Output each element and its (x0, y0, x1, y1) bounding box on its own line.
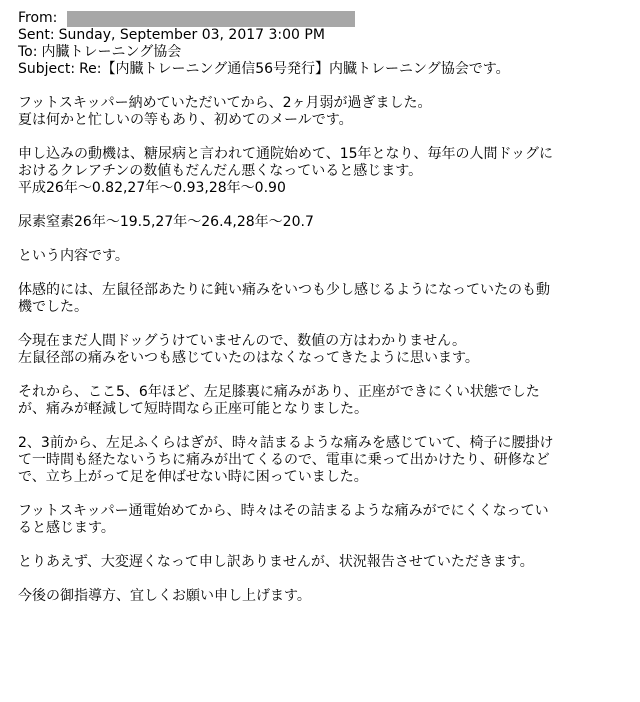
body-line: 平成26年～0.82,27年～0.93,28年～0.90 (18, 180, 286, 196)
body-line: という内容です。 (18, 248, 129, 264)
email-document (18, 10, 628, 622)
body-line: 夏は何かと忙しいの等もあり、初めてのメールです。 (18, 112, 353, 128)
body-paragraph (18, 384, 628, 418)
body-line: が、痛みが軽減して短時間なら正座可能となりました。 (18, 401, 368, 417)
from-label: From: (18, 10, 58, 26)
body-line: ると感じます。 (18, 520, 115, 536)
to-value: 内臓トレーニング協会 (41, 44, 182, 60)
body-line: それから、ここ5、6年ほど、左足膝裏に痛みがあり、正座ができにくい状態でした (18, 384, 540, 400)
to-label: To: (18, 44, 38, 60)
body-line: 2、3前から、左足ふくらはぎが、時々詰まるような痛みを感じていて、椅子に腰掛け (18, 435, 554, 451)
body-line: おけるクレアチンの数値もだんだん悪くなっていると感じます。 (18, 163, 423, 179)
subject-value: Re:【内臓トレーニング通信56号発行】内臓トレーニング協会です。 (79, 61, 510, 77)
email-body (18, 95, 628, 605)
body-line: フットスキッパー通電始めてから、時々はその詰まるような痛みがでにくくなってい (18, 503, 549, 519)
body-paragraph (18, 146, 628, 197)
body-paragraph (18, 333, 628, 367)
body-paragraph (18, 214, 628, 231)
body-line: 今現在まだ人間ドッグうけていませんので、数値の方はわかりません。 (18, 333, 466, 349)
body-paragraph (18, 248, 628, 265)
body-line: 尿素窒素26年～19.5,27年～26.4,28年～20.7 (18, 214, 314, 230)
sent-row (18, 27, 628, 44)
from-row (18, 10, 628, 27)
body-paragraph (18, 435, 628, 486)
subject-row (18, 61, 628, 78)
to-row (18, 44, 628, 61)
body-line: 機でした。 (18, 299, 88, 315)
redacted-sender (67, 11, 355, 27)
body-paragraph (18, 588, 628, 605)
body-paragraph (18, 95, 628, 129)
body-line: て一時間も経たないうちに痛みが出てくるので、電車に乗って出かけたり、研修など (18, 452, 550, 468)
body-paragraph (18, 554, 628, 571)
sent-label: Sent: (18, 27, 55, 43)
body-line: フットスキッパー納めていただいてから、2ヶ月弱が過ぎました。 (18, 95, 432, 111)
body-paragraph (18, 282, 628, 316)
body-paragraph (18, 503, 628, 537)
body-line: 左鼠径部の痛みをいつも感じていたのはなくなってきたように思います。 (18, 350, 479, 366)
body-line: 申し込みの動機は、糖尿病と言われて通院始めて、15年となり、毎年の人間ドッグに (18, 146, 553, 162)
body-line: とりあえず、大変遅くなって申し訳ありませんが、状況報告させていただきます。 (18, 554, 534, 570)
body-line: 体感的には、左鼠径部あたりに鈍い痛みをいつも少し感じるようになっていたのも動 (18, 282, 550, 298)
subject-label: Subject: (18, 61, 76, 77)
sent-value: Sunday, September 03, 2017 3:00 PM (58, 27, 325, 43)
body-line: 今後の御指導方、宜しくお願い申し上げます。 (18, 588, 311, 604)
body-line: で、立ち上がって足を伸ばせない時に困っていました。 (18, 469, 368, 485)
